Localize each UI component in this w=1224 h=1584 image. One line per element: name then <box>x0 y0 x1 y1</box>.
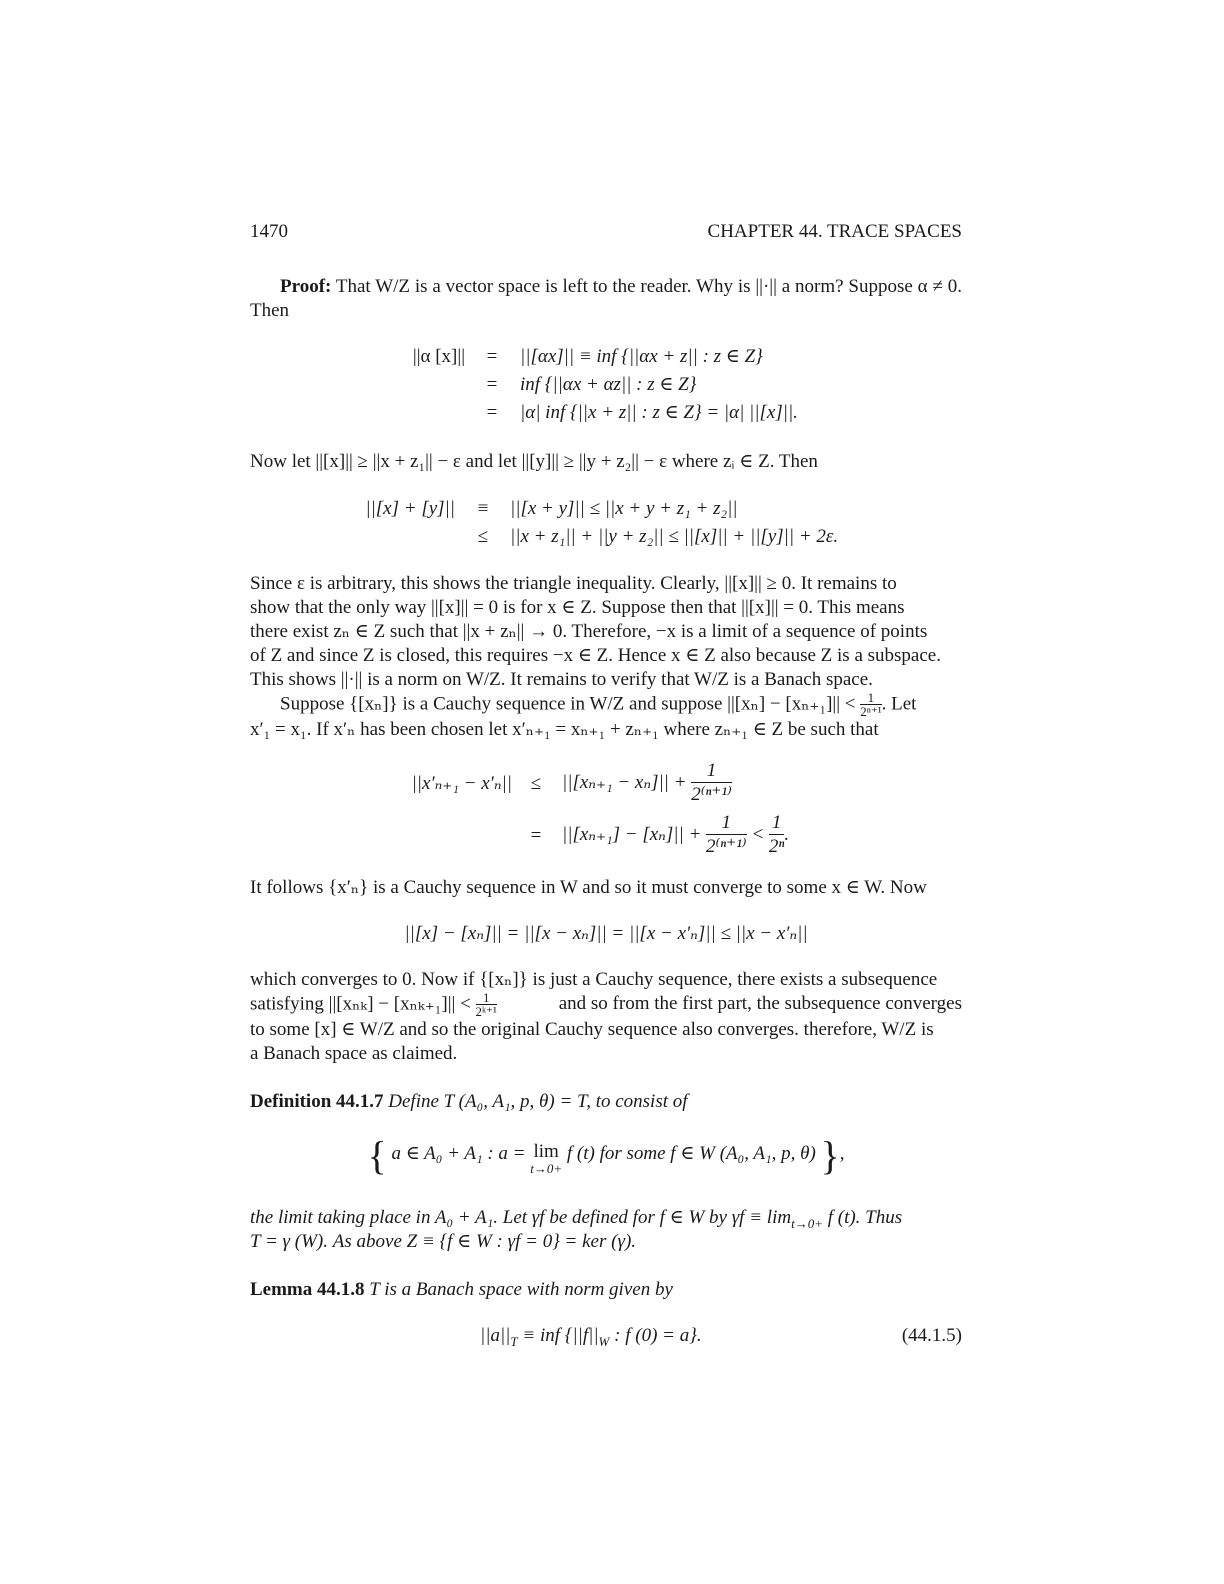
now-let-line: Now let ||[x]|| ≥ ||x + z₁|| − ε and let ||[y]|| ≥ ||y + z₂|| − ε where zᵢ ∈ Z. Then <box>250 451 818 472</box>
eq3-row1-rhs <box>562 760 732 807</box>
which-line-1: which converges to 0. Now if {[xₙ]} is just a Cauchy sequence, there exists a subsequence <box>250 969 938 990</box>
suppose-frac-num: 1 <box>860 692 881 705</box>
set-limit-sub: t→0+ <box>530 1161 563 1176</box>
suppose-text-a: Suppose {[xₙ]} is a Cauchy sequence in W/Z and suppose ||[xₙ] − [xₙ₊₁]|| < <box>280 693 856 715</box>
eq3-rhs2: ||[xₙ₊₁] − [xₙ]|| + <box>562 823 702 845</box>
which-text-a: satisfying ||[xₙₖ] − [xₙₖ₊₁]|| < <box>250 993 471 1015</box>
suppose-frac-den: 2ⁿ⁺¹ <box>860 704 882 719</box>
set-limit <box>530 1142 562 1176</box>
it-follows-line: It follows {x′ₙ} is a Cauchy sequence in W and so it must converge to some x ∈ W. Now <box>250 877 927 898</box>
paragraph-which <box>250 968 962 1066</box>
set-open-brace: { <box>367 1133 387 1178</box>
eq2-row2-rhs: ||x + z₁|| + ||y + z₂|| ≤ ||[x]|| + ||[y]|| + 2ε. <box>510 526 839 547</box>
definition-continuation <box>250 1206 962 1254</box>
def-line1-end: f (t). Thus <box>827 1207 903 1228</box>
eq3-frac1-num: 1 <box>691 760 732 783</box>
which-frac-num: 1 <box>476 992 497 1005</box>
eq1-row1-rhs: ||[αx]|| ≡ inf {||αx + z|| : z ∈ Z} <box>520 346 763 367</box>
eq3-rhs1: ||[xₙ₊₁ − xₙ]|| + <box>562 771 687 793</box>
set-close-brace: } <box>820 1133 840 1178</box>
since-line-4: of Z and since Z is closed, this requires −x ∈ Z. Hence x ∈ Z also because Z is a subspace. <box>250 645 941 666</box>
since-line-2: show that the only way ||[x]|| = 0 is for x ∈ Z. Suppose then that ||[x]|| = 0. This means <box>250 597 905 618</box>
set-end: , <box>839 1143 845 1164</box>
paragraph-suppose <box>250 692 962 742</box>
eq1-row3-rhs: |α| inf {||x + z|| : z ∈ Z} = |α| ||[x]||. <box>520 402 798 423</box>
eq1-row3-rel: = <box>486 402 498 423</box>
eq3-frac3-num: 1 <box>769 812 785 835</box>
eq3-frac2-den: 2⁽ⁿ⁺¹⁾ <box>706 836 747 857</box>
definition-line-1 <box>250 1206 962 1230</box>
eq3-frac3 <box>769 812 785 859</box>
set-limit-word: lim <box>533 1141 559 1162</box>
eq3-frac2 <box>706 812 747 859</box>
eq3-frac2-num: 1 <box>706 812 747 835</box>
eq3-rel2: = <box>530 825 542 846</box>
equation-number: (44.1.5) <box>901 1325 962 1346</box>
eq2-row1-lhs: ||[x] + [y]|| <box>365 498 455 519</box>
since-line-1: Since ε is arbitrary, this shows the triangle inequality. Clearly, ||[x]|| ≥ 0. It remains to <box>250 573 897 594</box>
eq1-row2-rhs: inf {||αx + αz|| : z ∈ Z} <box>520 374 697 395</box>
proof-opening-text: That W/Z is a vector space is left to the reader. Why is ||·|| a norm? Suppose α ≠ 0. Then <box>250 276 962 321</box>
since-line-5: This shows ||·|| is a norm on W/Z. It remains to verify that W/Z is a Banach space. <box>250 669 873 690</box>
eq3-frac3-den: 2ⁿ <box>768 836 785 857</box>
equation-block-2 <box>250 497 962 553</box>
set-text-b: f (t) for some f ∈ W (A₀, A₁, p, θ) <box>566 1143 816 1164</box>
eq3-frac1 <box>691 760 732 807</box>
which-frac-den: 2ᵏ⁺¹ <box>475 1004 497 1019</box>
lemma-label: Lemma 44.1.8 <box>250 1279 365 1300</box>
suppose-text-b: . Let <box>881 693 917 715</box>
eq3-row2-rhs <box>562 812 789 859</box>
definition-label: Definition 44.1.7 <box>250 1091 384 1112</box>
eq3-frac1-den: 2⁽ⁿ⁺¹⁾ <box>691 784 732 805</box>
definition-text: Define T (A₀, A₁, p, θ) = T, to consist of <box>388 1091 688 1112</box>
since-line-3: there exist zₙ ∈ Z such that ||x + zₙ|| → 0. Therefore, −x is a limit of a sequence of points <box>250 621 928 642</box>
which-line-2 <box>250 992 962 1018</box>
which-line-3: to some [x] ∈ W/Z and so the original Cauchy sequence also converges. therefore, W/Z is <box>250 1019 934 1040</box>
definition-set <box>250 1133 962 1178</box>
eq2-row1-rhs: ||[x + y]|| ≤ ||x + y + z₁ + z₂|| <box>510 498 738 519</box>
eq1-row2-rel: = <box>486 374 498 395</box>
suppose-fraction <box>860 692 881 718</box>
page-number: 1470 <box>250 221 288 242</box>
definition-heading <box>250 1090 962 1114</box>
lemma-eq-lhs: ||a|| <box>480 1325 511 1346</box>
suppose-line-2: x′₁ = x₁. If x′ₙ has been chosen let x′ₙ₊₁ = xₙ₊₁ + zₙ₊₁ where zₙ₊₁ ∈ Z be such that <box>250 719 879 740</box>
eq1-row1-lhs: ||α [x]|| <box>412 346 465 367</box>
chapter-title: CHAPTER 44. TRACE SPACES <box>707 221 962 242</box>
definition-line-2: T = γ (W). As above Z ≡ {f ∈ W : γf = 0} = ker (γ). <box>250 1231 637 1252</box>
which-text-b: and so from the first part, the subsequence converges <box>558 993 962 1014</box>
eq2-row1-rel: ≡ <box>477 498 489 519</box>
eq3-less-than: < <box>751 823 765 845</box>
lemma-eq-mid: ≡ inf {||f|| <box>522 1325 599 1346</box>
eq2-row2-rel: ≤ <box>477 526 489 547</box>
paragraph-since <box>250 572 962 692</box>
lemma-text: T is a Banach space with norm given by <box>369 1279 673 1300</box>
lemma-heading <box>250 1278 962 1302</box>
lemma-eq-lhs-sub: T <box>510 1333 518 1349</box>
equation-4: ||[x] − [xₙ]|| = ||[x − xₙ]|| = ||[x − x′ₙ]|| ≤ ||x − x′ₙ|| <box>404 923 808 944</box>
eq3-end: . <box>784 823 790 845</box>
page-header <box>250 220 962 244</box>
proof-label: Proof: <box>280 276 332 297</box>
lemma-eq-mid-sub: W <box>598 1333 610 1349</box>
def-line1-sub: t→0+ <box>791 1215 823 1231</box>
def-line1-text: the limit taking place in A₀ + A₁. Let γf be defined for f ∈ W by γf ≡ lim <box>250 1207 792 1228</box>
which-line-4: a Banach space as claimed. <box>250 1043 458 1064</box>
eq3-rel1: ≤ <box>530 773 542 794</box>
suppose-line-1 <box>250 692 962 718</box>
eq1-row1-rel: = <box>486 346 498 367</box>
which-fraction <box>476 992 497 1018</box>
eq3-lhs: ||x′ₙ₊₁ − x′ₙ|| <box>411 773 512 794</box>
set-text-a: a ∈ A₀ + A₁ : a = <box>391 1143 526 1164</box>
equation-block-1 <box>250 345 962 425</box>
lemma-eq-end: : f (0) = a}. <box>614 1325 702 1346</box>
equation-block-3 <box>250 760 962 860</box>
proof-opening <box>250 275 962 323</box>
lemma-equation <box>480 1324 702 1348</box>
